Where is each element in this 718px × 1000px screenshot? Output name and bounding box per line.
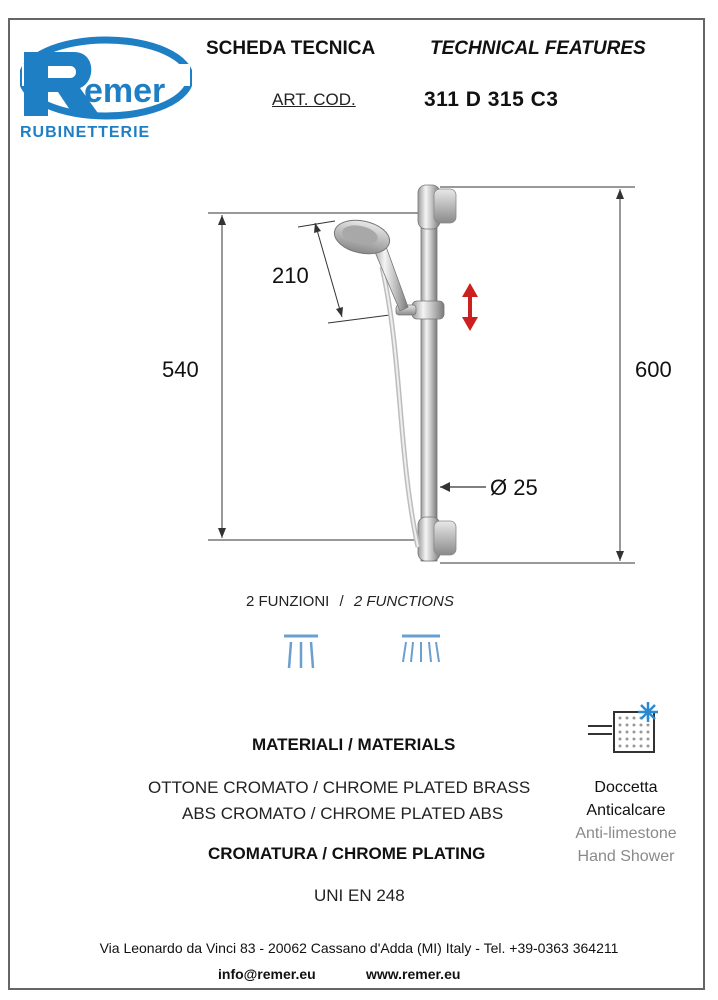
anti-limestone-line-1: Doccetta xyxy=(594,779,658,796)
anti-limestone-line-2: Anticalcare xyxy=(586,802,666,819)
footer-address: Via Leonardo da Vinci 83 - 20062 Cassano d'Adda (MI) Italy - Tel. +39-0363 364211 xyxy=(99,940,619,956)
slide-adjust-arrow-icon xyxy=(462,283,478,331)
anti-limestone-line-3: Anti-limestone xyxy=(575,825,677,842)
anti-limestone-label xyxy=(566,776,686,868)
logo-subtitle: RUBINETTERIE xyxy=(20,124,151,141)
title-english: TECHNICAL FEATURES xyxy=(430,38,646,59)
materials-title: MATERIALI / MATERIALS xyxy=(252,735,456,754)
dimension-diameter: Ø 25 xyxy=(490,475,538,500)
svg-text:emer: emer xyxy=(84,72,166,110)
materials-line-1: OTTONE CROMATO / CHROME PLATED BRASS xyxy=(148,778,531,797)
dimension-210: 210 xyxy=(272,263,309,288)
dimension-540: 540 xyxy=(162,357,199,382)
art-cod-label: ART. COD. xyxy=(272,90,356,109)
functions-label-italian: 2 FUNZIONI xyxy=(246,593,330,610)
plating-title: CROMATURA / CHROME PLATING xyxy=(208,844,486,863)
art-cod-value: 311 D 315 C3 xyxy=(424,88,559,111)
anti-limestone-shower-icon xyxy=(586,700,662,760)
functions-separator: / xyxy=(339,593,344,610)
functions-label xyxy=(246,593,454,610)
shower-spray-icon xyxy=(282,632,320,672)
footer-website[interactable]: www.remer.eu xyxy=(366,966,461,982)
standard-code: UNI EN 248 xyxy=(314,886,405,905)
shower-kit-drawing xyxy=(150,175,680,595)
functions-label-english: 2 FUNCTIONS xyxy=(353,593,454,610)
anti-limestone-line-4: Hand Shower xyxy=(577,848,675,865)
title-italian: SCHEDA TECNICA xyxy=(206,38,376,59)
dimension-600: 600 xyxy=(635,357,672,382)
materials-line-2: ABS CROMATO / CHROME PLATED ABS xyxy=(182,804,504,823)
shower-rain-icon xyxy=(400,632,442,668)
footer-email[interactable]: info@remer.eu xyxy=(218,966,316,982)
